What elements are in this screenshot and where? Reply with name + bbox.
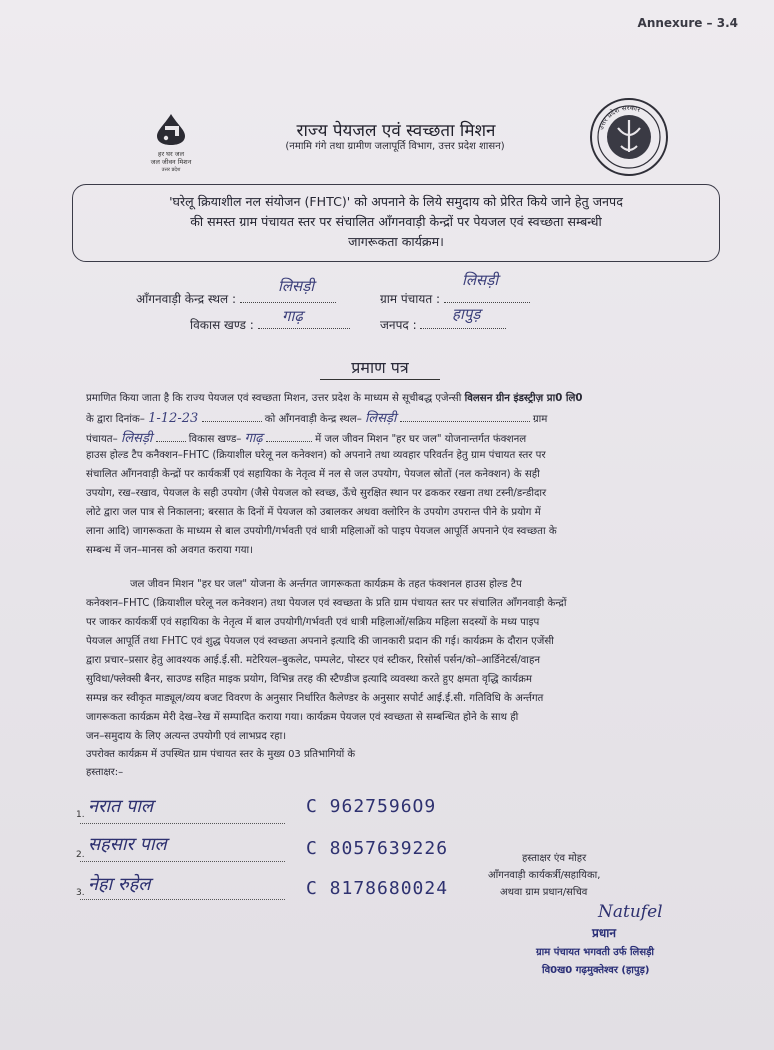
program-banner-text [84, 192, 708, 252]
emblem-icon [588, 96, 670, 178]
participant-2-signature: सहसार पाल [88, 834, 167, 855]
p1-line-1 [86, 390, 704, 404]
pradhan-stamp-line-1: ग्राम पंचायत भगवती उर्फ लिसड़ी [536, 947, 655, 958]
event-block: गाढ़ [244, 431, 263, 446]
participant-1-phone: C 9627596O9 [306, 796, 437, 817]
banner-line-3: जागरूकता कार्यक्रम। [348, 234, 444, 249]
p1-l2b: को आँगनवाड़ी केन्द्र स्थल– [264, 414, 362, 425]
participant-3-signature: नेहा रुहेल [88, 874, 151, 895]
block-label: विकास खण्ड : [190, 318, 254, 332]
district-field [380, 316, 506, 333]
participant-1-number: 1. [76, 810, 85, 820]
p1-line-3 [86, 428, 704, 446]
p2-line-3: पर जाकर कार्यकर्त्री एवं सहायिका के नेतृत्व में बाल उपयोगी/गर्भवती एवं धात्री महिलाओं/सक्रिय महिला सदस्यों के मध्य पाइप [86, 617, 540, 628]
logo-caption-1: हर घर जल [158, 150, 184, 158]
p2-line-5: द्वारा प्रचार–प्रसार हेतु आवश्यक आई.ई.सी. मटेरियल–बुकलेट, पम्पलेट, पोस्टर एवं स्टीकर, रिसोर्स पर्सन/को–आर्डिनेटर्स/वाहन [86, 655, 541, 666]
panchayat-value: लिसड़ी [462, 271, 499, 289]
participants-intro-2: हस्ताक्षर:– [86, 767, 124, 778]
event-panchayat: लिसड़ी [120, 431, 153, 446]
up-government-seal [588, 96, 670, 182]
participants-intro-1: उपरोक्त कार्यक्रम में उपस्थित ग्राम पंचायत स्तर के मुख्य 03 प्रतिभागियों के [86, 749, 356, 760]
logo-caption-2: जल जीवन मिशन [150, 158, 192, 166]
signatory-line-1: हस्ताक्षर एंव मोहर [522, 853, 587, 864]
p2-line-7: सम्पन्न कर स्वीकृत माड्यूल/व्यय बजट विवरण के अनुसार निर्धारित कैलेण्डर के अनुसार सपोर्ट आई.ई.सी. गतिविधि के अर्न्तगत [86, 693, 544, 704]
p2-line-6: सुविधा/फ्लेक्सी बैनर, साउण्ड सहित माइक प्रयोग, विभिन्न तरह की स्टैण्डीज इत्यादि व्यवस्था करते हुए क्षमता वृद्धि कार्यक्रम [86, 674, 532, 685]
signatory-line-3: अथवा ग्राम प्रधान/सचिव [500, 887, 588, 898]
participant-3-phone: C 8178680024 [306, 878, 449, 899]
p1-line-7: लोटे द्वारा जल पात्र से निकालना; बरसात के दिनों में पेयजल को उबालकर अथवा क्लोरिन के उपयोग उपरान्त पीने के प्रयोग में [86, 507, 541, 518]
participant-1-signature: नरात पाल [88, 796, 154, 817]
p2-line-2: कनेक्शन–FHTC (क्रियाशील घरेलू नल कनेक्शन) तथा पेयजल एवं स्वच्छता के प्रति ग्राम पंचायत स्तर पर संचालित आँगनवाड़ी केन्द्रों [86, 598, 567, 609]
p1-l3b: विकास खण्ड– [188, 434, 242, 445]
banner-line-1: 'घरेलू क्रियाशील नल संयोजन (FHTC)' को अपनाने के लिये समुदाय को प्रेरित किये जाने हेतु जनपद [169, 194, 623, 209]
organization-subtitle: (नमामि गंगे तथा ग्रामीण जलापूर्ति विभाग, उत्तर प्रदेश शासन) [285, 141, 505, 152]
p1-l3c: में जल जीवन मिशन "हर घर जल" योजनान्तर्गत फंक्शनल [315, 434, 527, 445]
banner-line-2: की समस्त ग्राम पंचायत स्तर पर संचालित आँगनवाड़ी केन्द्रों पर पेयजल एवं स्वच्छता सम्बन्धी [190, 214, 602, 229]
signatory-line-2: आँगनवाड़ी कार्यकर्त्री/सहायिका, [488, 870, 601, 881]
p2-line-8: जागरूकता कार्यक्रम मेरी देख–रेख में सम्पादित कराया गया। कार्यक्रम पेयजल एवं स्वच्छता से सम्बन्धित होने के साथ ही [86, 712, 519, 723]
event-date: 1-12-23 [148, 411, 199, 426]
p2-line-9: जन–समुदाय के लिए अत्यन्त उपयोगी एवं लाभप्रद रहा। [86, 731, 287, 742]
participant-3-number: 3. [76, 888, 85, 898]
p1-line-2 [86, 408, 704, 426]
block-field [190, 316, 350, 333]
jal-jeevan-mission-logo [140, 112, 202, 174]
block-value: गाढ़ [282, 307, 303, 325]
p1-l1-text: प्रमाणित किया जाता है कि राज्य पेयजल एवं स्वच्छता मिशन, उत्तर प्रदेश के माध्यम से सूचीबद्ध एजेन्सी [86, 393, 462, 404]
p1-l2a: के द्वारा दिनांक– [86, 414, 145, 425]
agency-name: विलसन ग्रीन इंडस्ट्रीज़ प्रा0 लि0 [464, 393, 583, 404]
participant-2-number: 2. [76, 850, 85, 860]
certificate-title: प्रमाण पत्र [320, 356, 440, 380]
participant-1-line [80, 822, 285, 824]
organization-title: राज्य पेयजल एवं स्वच्छता मिशन [296, 121, 496, 141]
p1-l3a: पंचायत– [86, 434, 118, 445]
logo-caption-3: उत्तर प्रदेश [161, 167, 181, 173]
district-value: हापुड़ [452, 305, 481, 323]
pradhan-title: प्रधान [592, 926, 616, 940]
p1-line-9: सम्बन्ध में जन–मानस को अवगत कराया गया। [86, 545, 253, 556]
p2-line-4: पेयजल आपूर्ति तथा FHTC एवं शुद्ध पेयजल एवं स्वच्छता अपनाने इत्यादि की जानकारी प्रदान की गई। कार्यक्रम के दौरान एजेंसी [86, 636, 554, 647]
anganwadi-label: आँगनवाड़ी केन्द्र स्थल : [136, 292, 237, 306]
p1-line-8: लाना आदि) जागरूकता के माध्यम से बाल उपयोगी/गर्भवती एवं धात्री महिलाओं को पाइप पेयजल आपूर्ति अपनाने एंव स्वच्छता के [86, 526, 557, 537]
anganwadi-value: लिसड़ी [278, 277, 315, 295]
event-site: लिसड़ी [365, 411, 397, 426]
p1-l2c: ग्राम [532, 414, 548, 425]
participant-2-phone: C 8057639226 [306, 838, 449, 859]
pradhan-signature: Natufel [598, 902, 663, 922]
p1-line-6: उपयोग, रख–रखाव, पेयजल के सही उपयोग (जैसे पेयजल को स्वच्छ, ऊँचे सुरक्षित स्थान पर ढककर रखना तथा टस्नी/डन्डीदार [86, 488, 547, 499]
water-drop-icon [151, 112, 191, 146]
participant-3-line [80, 898, 285, 900]
p1-line-5: संचालित आँगनवाड़ी केन्द्रों पर कार्यकर्त्री एवं सहायिका के नेतृत्व में नल से जल उपयोग, पेयजल स्रोतों (नल कनेक्शन) के सही [86, 469, 540, 480]
p2-line-1: जल जीवन मिशन "हर घर जल" योजना के अर्न्तगत जागरूकता कार्यक्रम के तहत फंक्शनल हाउस होल्ड टैप [130, 579, 522, 590]
p1-line-4: हाउस होल्ड टैप कनैक्शन–FHTC (क्रियाशील घरेलू नल कनेक्शन) को अपनाने तथा व्यवहार परिवर्तन हेतु ग्राम पंचायत स्तर पर [86, 450, 546, 461]
panchayat-label: ग्राम पंचायत : [380, 292, 441, 306]
district-label: जनपद : [380, 318, 417, 332]
annexure-label: Annexure – 3.4 [637, 16, 738, 30]
participant-2-line [80, 860, 285, 862]
seal-text: उत्तर प्रदेश सरकार [597, 103, 642, 131]
pradhan-stamp-line-2: वि0ख0 गढ़मुक्तेश्वर (हापुड़) [542, 965, 650, 976]
